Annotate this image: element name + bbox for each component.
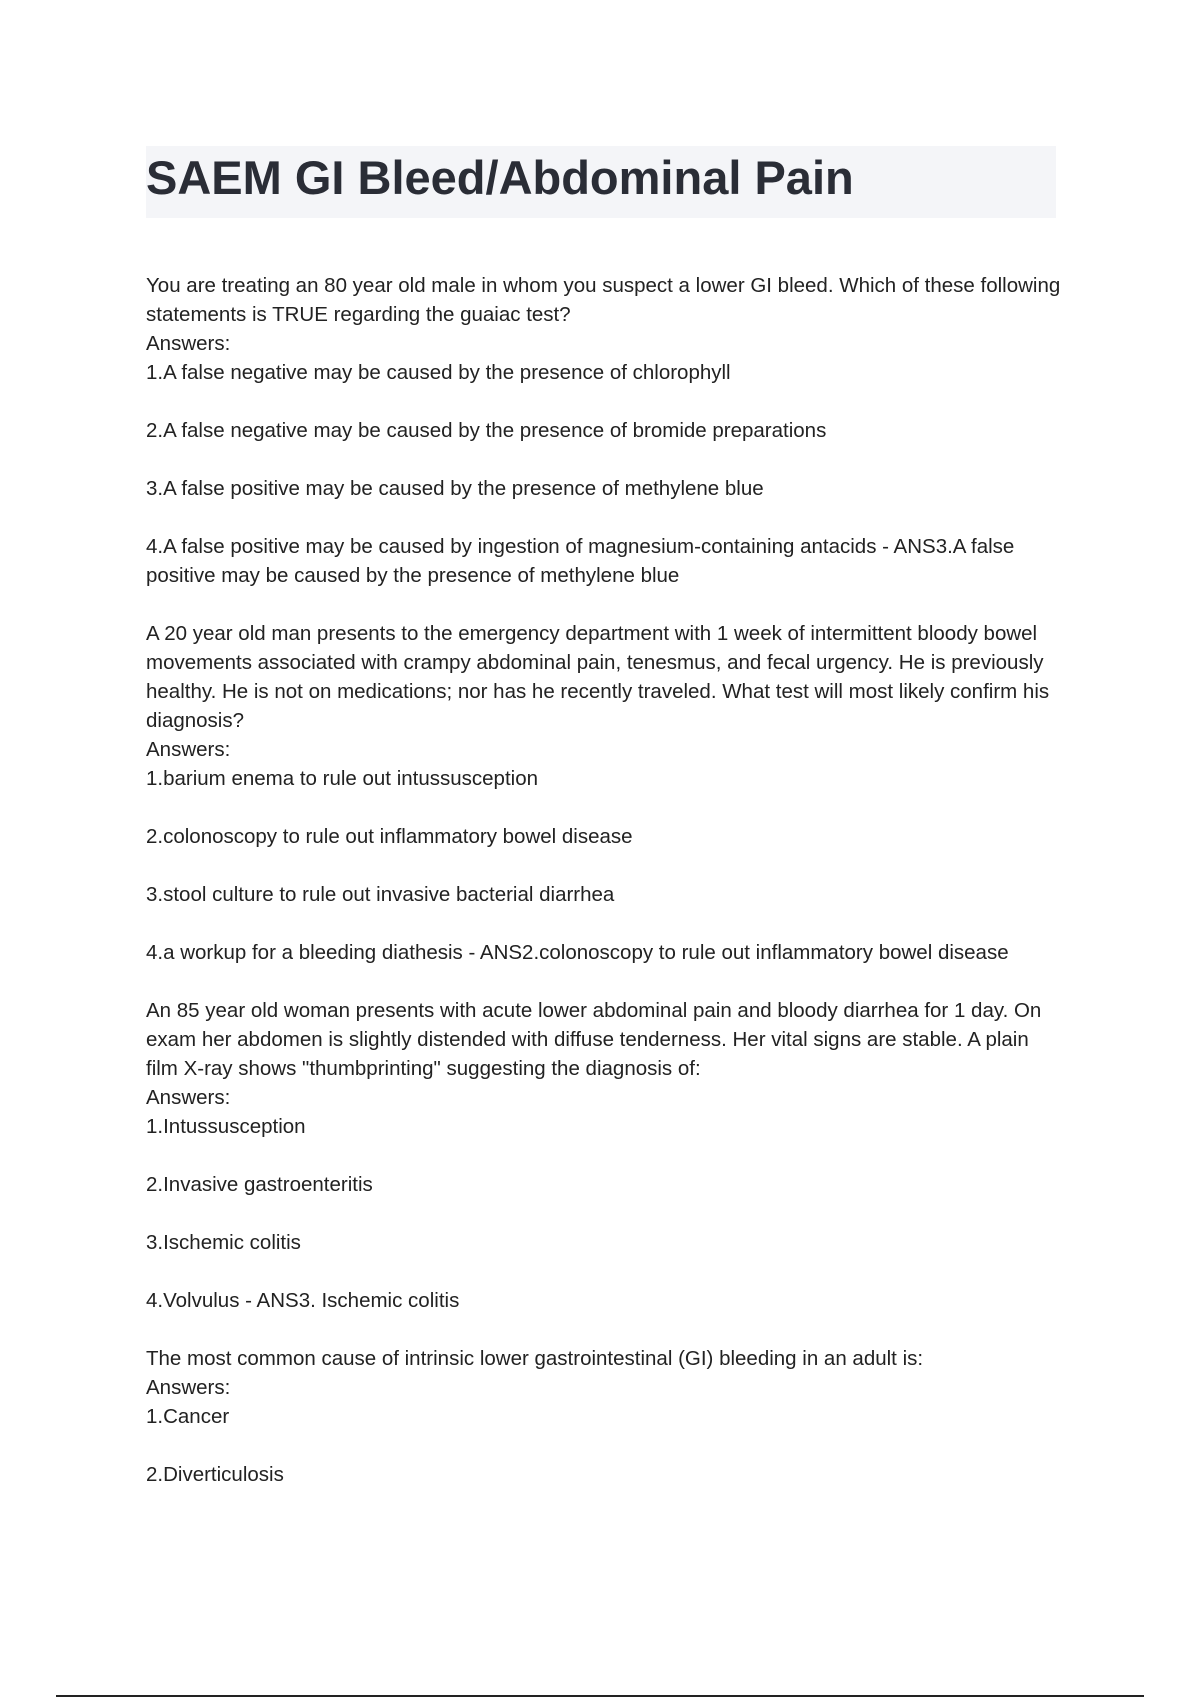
answer-option: 1.A false negative may be caused by the presence of chlorophyll xyxy=(146,361,731,384)
question-text: You are treating an 80 year old male in whom you suspect a lower GI bleed. Which of these following statements is TRUE regarding the guaiac test? xyxy=(146,274,1061,326)
answers-label: Answers: xyxy=(146,738,231,761)
answer-option: 2.Diverticulosis xyxy=(146,1463,284,1486)
answer-option: 1.barium enema to rule out intussusception xyxy=(146,767,539,790)
answer-option: 4.A false positive may be caused by ingestion of magnesium-containing antacids - ANS3.A false positive may be caused by the presence of methylene blue xyxy=(146,535,1015,587)
answer-option: 1.Cancer xyxy=(146,1405,230,1428)
question-2 xyxy=(146,619,1066,967)
question-text: The most common cause of intrinsic lower gastrointestinal (GI) bleeding in an adult is: xyxy=(146,1347,924,1370)
question-4 xyxy=(146,1344,1066,1489)
answer-option: 1.Intussusception xyxy=(146,1115,306,1138)
document-body xyxy=(146,271,1066,1518)
question-3 xyxy=(146,996,1066,1315)
answer-option: 3.Ischemic colitis xyxy=(146,1231,301,1254)
question-text: A 20 year old man presents to the emergency department with 1 week of intermittent bloody bowel movements associated with crampy abdominal pain, tenesmus, and fecal urgency. He is previously healthy. He is not on medications; nor has he recently traveled. What test will most likely confirm his diagnosis? xyxy=(146,622,1050,732)
answer-option: 2.A false negative may be caused by the presence of bromide preparations xyxy=(146,419,827,442)
answers-label: Answers: xyxy=(146,1376,231,1399)
question-1 xyxy=(146,271,1066,590)
page-bottom-rule xyxy=(56,1695,1144,1697)
answers-label: Answers: xyxy=(146,332,231,355)
page-title: SAEM GI Bleed/Abdominal Pain xyxy=(146,151,854,204)
title-banner xyxy=(146,146,1056,218)
answers-label: Answers: xyxy=(146,1086,231,1109)
answer-option: 4.Volvulus - ANS3. Ischemic colitis xyxy=(146,1289,460,1312)
answer-option: 4.a workup for a bleeding diathesis - ANS2.colonoscopy to rule out inflammatory bowel disease xyxy=(146,941,1009,964)
answer-option: 2.Invasive gastroenteritis xyxy=(146,1173,373,1196)
answer-option: 2.colonoscopy to rule out inflammatory bowel disease xyxy=(146,825,633,848)
question-text: An 85 year old woman presents with acute lower abdominal pain and bloody diarrhea for 1 day. On exam her abdomen is slightly distended with diffuse tenderness. Her vital signs are stable. A plain film X-ray shows "thumbprinting" suggesting the diagnosis of: xyxy=(146,999,1042,1080)
answer-option: 3.stool culture to rule out invasive bacterial diarrhea xyxy=(146,883,615,906)
answer-option: 3.A false positive may be caused by the presence of methylene blue xyxy=(146,477,764,500)
